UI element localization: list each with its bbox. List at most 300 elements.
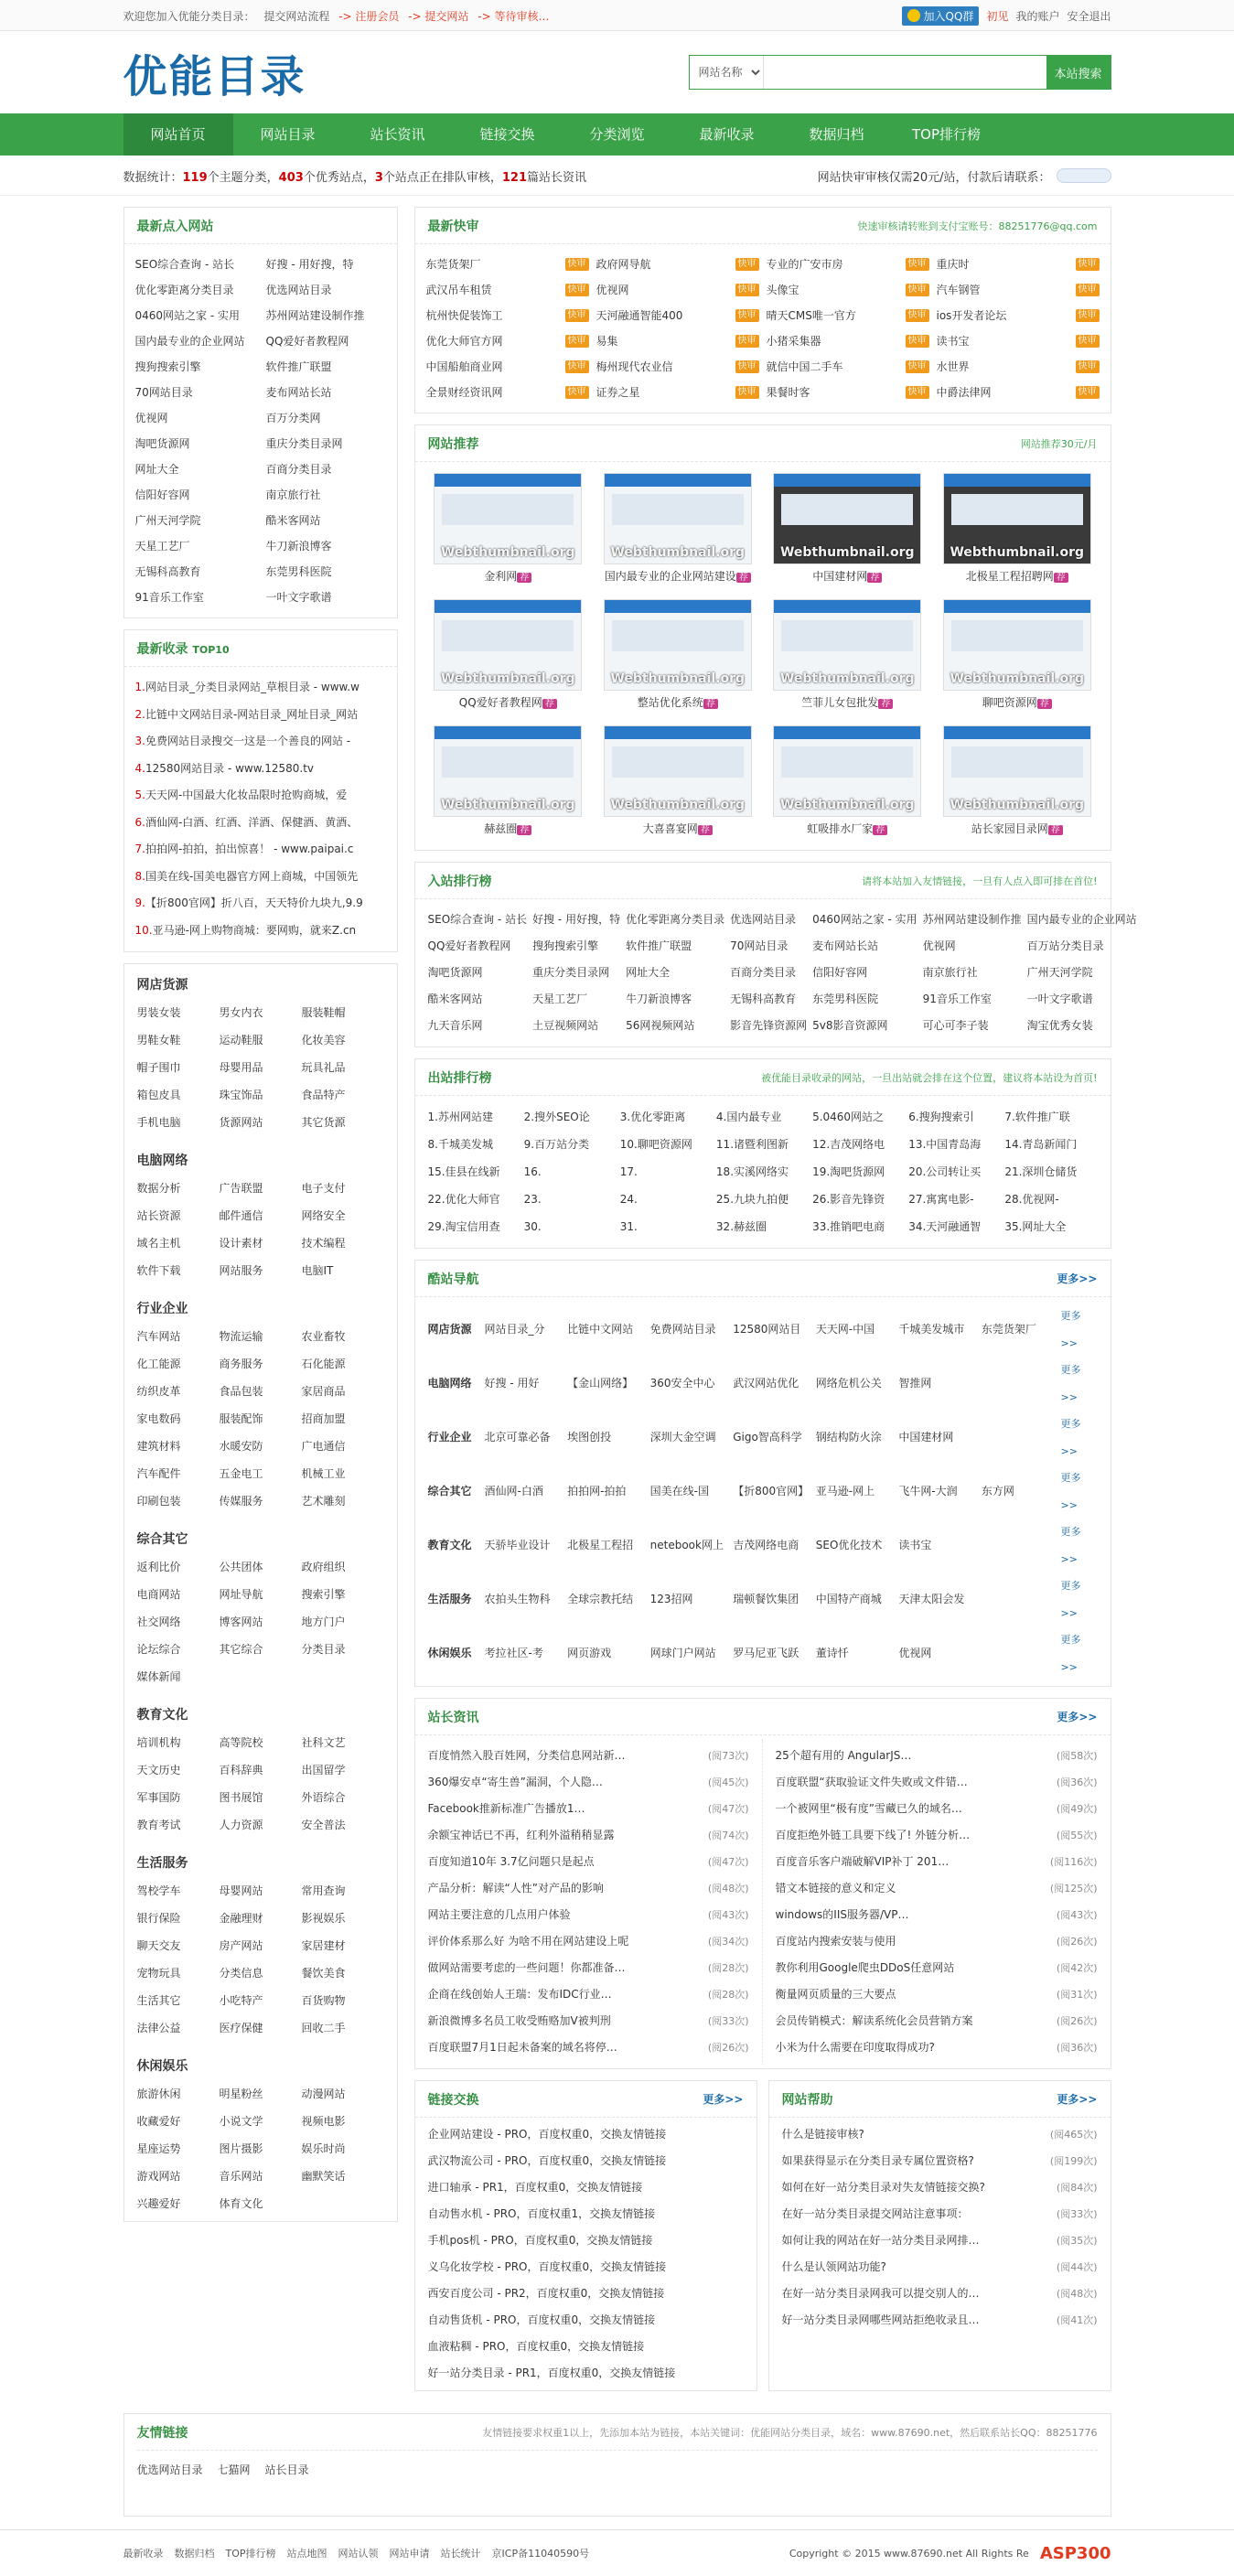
site-link[interactable]: 4.国内最专业 (715, 1111, 782, 1123)
site-link[interactable] (982, 1586, 1061, 1614)
site-link[interactable]: 28.优视网- (1004, 1193, 1059, 1206)
category-link[interactable]: 传媒服务 (219, 1495, 263, 1508)
site-link[interactable]: 证券之星 (596, 386, 640, 399)
category-link[interactable]: 化工能源 (136, 1358, 181, 1370)
site-link[interactable]: 26.影音先锋资 (812, 1193, 885, 1206)
site-link[interactable] (982, 1640, 1061, 1668)
site-link[interactable]: 麦布网站长站 (265, 386, 332, 399)
news-title[interactable]: 评价体系那么好 为啥不用在网站建设上呢 (427, 1935, 629, 1948)
site-link[interactable]: 东莞男科医院 (812, 993, 879, 1005)
site-link[interactable]: 国美在线-国 (649, 1484, 709, 1497)
site-link[interactable]: 大喜喜宴网 (642, 822, 698, 835)
exchange-link[interactable]: 武汉物流公司 - PRO，百度权重0，交换友情链接 (427, 2154, 667, 2167)
site-link[interactable]: 12580网站目 (733, 1322, 801, 1336)
nav-directory[interactable]: 网站目录 (260, 126, 316, 143)
thumbnail-card[interactable] (428, 725, 589, 839)
site-link[interactable]: 天骄毕业设计 (484, 1538, 551, 1551)
site-link[interactable]: 整站优化系统 (637, 696, 703, 709)
category-link[interactable]: 分类信息 (219, 1967, 263, 1980)
thumbnail-card[interactable] (597, 725, 758, 839)
help-title[interactable]: 什么是链接审核? (781, 2128, 864, 2141)
site-link[interactable]: 重庆时 (936, 258, 970, 271)
category-link[interactable]: 食品包装 (219, 1385, 263, 1398)
account-link[interactable]: 我的账户 (1015, 9, 1060, 23)
site-link[interactable]: 政府网导航 (596, 258, 651, 271)
site-link[interactable]: 南京旅行社 (265, 488, 321, 501)
news-title[interactable]: 网站主要注意的几点用户体验 (427, 1908, 571, 1921)
site-link[interactable]: 站长家园目录网 (971, 822, 1048, 835)
site-link[interactable]: 8.千城美发城 (427, 1138, 493, 1151)
news-title[interactable]: 百度音乐客户端破解VIP补丁 201… (775, 1855, 950, 1868)
site-link[interactable]: 34.天河融通智 (908, 1220, 982, 1233)
site-link[interactable]: 【折800官网】 (733, 1484, 810, 1497)
category-link[interactable]: 邮件通信 (219, 1209, 263, 1222)
category-link[interactable]: 物流运输 (219, 1330, 263, 1343)
site-link[interactable]: 软件推广联盟 (265, 360, 332, 373)
category-link[interactable]: 广告联盟 (219, 1182, 263, 1195)
site-link[interactable]: QQ爱好者教程网 (427, 939, 511, 952)
news-title[interactable]: 百度联盟“获取验证文件失败或文件错… (775, 1776, 968, 1788)
site-link[interactable]: 123招网 (649, 1592, 693, 1605)
news-title[interactable]: 百度站内搜索安装与使用 (775, 1935, 896, 1948)
category-link[interactable]: 旅游休闲 (136, 2088, 181, 2100)
user-name[interactable]: 初见 (986, 9, 1009, 23)
qq-contact-icon[interactable] (1057, 168, 1111, 183)
site-link[interactable]: 23. (523, 1193, 542, 1206)
list-item[interactable] (135, 918, 386, 945)
category-link[interactable]: 社科文艺 (301, 1736, 346, 1749)
category-link[interactable]: 食品特产 (301, 1089, 346, 1101)
footer-link[interactable]: 网站申请 (389, 2548, 430, 2560)
site-link[interactable]: 【折800官网】折八百，天天特价九块九,9.9 (145, 896, 363, 909)
site-link[interactable]: 果餐时客 (766, 386, 810, 399)
site-link[interactable]: QQ爱好者教程网 (458, 696, 542, 709)
nav-row-title[interactable]: 电脑网络 (427, 1376, 472, 1390)
site-link[interactable]: 31. (619, 1220, 638, 1233)
category-link[interactable]: 货源网站 (219, 1116, 263, 1129)
category-link[interactable]: 家电数码 (136, 1412, 181, 1425)
site-link[interactable]: 9.百万站分类 (523, 1138, 590, 1151)
category-link[interactable]: 聊天交友 (136, 1939, 181, 1952)
category-link[interactable]: 网址导航 (219, 1588, 263, 1601)
site-link[interactable]: 91音乐工作室 (134, 591, 204, 604)
news-title[interactable]: 错文本链接的意义和定义 (775, 1882, 896, 1894)
site-link[interactable]: 70网站目录 (730, 939, 789, 952)
thumbnail-card[interactable] (767, 473, 928, 586)
site-link[interactable]: SEO综合查询 - 站长 (427, 913, 528, 926)
category-link[interactable]: 男装女装 (136, 1006, 181, 1019)
site-link[interactable]: 埃图创投 (567, 1430, 612, 1444)
nav-row-title[interactable]: 休闲娱乐 (427, 1646, 472, 1659)
site-link[interactable]: 苏州网站建设制作推 (922, 913, 1022, 926)
thumbnail-card[interactable] (767, 725, 928, 839)
site-link[interactable]: 好搜 - 用好搜，特 (265, 258, 354, 271)
site-link[interactable]: 牛刀新浪博客 (265, 540, 332, 553)
category-link[interactable]: 小吃特产 (219, 1994, 263, 2007)
exchange-link[interactable]: 好一站分类目录 - PR1，百度权重0，交换友情链接 (427, 2367, 676, 2379)
friend-link[interactable]: 优选网站目录 (136, 2463, 203, 2476)
site-link[interactable]: ios开发者论坛 (936, 309, 1007, 322)
site-link[interactable]: 优化零距离分类目录 (626, 913, 725, 926)
category-title[interactable]: 生活服务 (136, 1856, 188, 1871)
search-button[interactable]: 本站搜索 (1046, 56, 1111, 89)
help-title[interactable]: 好一站分类目录网哪些网站拒绝收录且… (781, 2313, 980, 2326)
site-link[interactable]: 优化大师官方网 (425, 335, 503, 348)
site-link[interactable]: 5v8影音资源网 (812, 1019, 888, 1032)
category-link[interactable]: 培训机构 (136, 1736, 181, 1749)
site-link[interactable]: netebook网上 (649, 1538, 724, 1551)
news-title[interactable]: 余额宝神话已不再，红利外溢稍稍显露 (427, 1829, 615, 1841)
category-link[interactable]: 百科辞典 (219, 1764, 263, 1776)
site-link[interactable]: 麦布网站长站 (812, 939, 879, 952)
site-link[interactable]: 钢结构防火涂 (815, 1430, 882, 1444)
site-link[interactable]: 瑞顿餐饮集团 (733, 1592, 799, 1605)
footer-link[interactable]: 站点地图 (286, 2548, 327, 2560)
site-link[interactable]: 22.优化大师官 (427, 1193, 500, 1206)
site-thumbnail[interactable] (943, 473, 1091, 564)
category-link[interactable]: 汽车网站 (136, 1330, 181, 1343)
category-link[interactable]: 安全普法 (301, 1819, 346, 1831)
thumbnail-card[interactable] (428, 599, 589, 713)
category-link[interactable]: 人力资源 (219, 1819, 263, 1831)
site-link[interactable]: 优选网站目录 (265, 284, 332, 296)
site-link[interactable]: 优视网 (922, 939, 956, 952)
site-link[interactable]: 3.优化零距离 (619, 1111, 686, 1123)
nav-top[interactable]: TOP排行榜 (911, 126, 981, 143)
site-link[interactable]: 深圳大金空调 (649, 1430, 716, 1444)
category-link[interactable]: 法律公益 (136, 2022, 181, 2034)
site-link[interactable]: 11.诸暨利图新 (715, 1138, 789, 1151)
site-thumbnail[interactable] (604, 473, 752, 564)
site-link[interactable]: 广州天河学院 (1026, 966, 1093, 979)
site-link[interactable]: 虹吸排水厂家 (807, 822, 874, 835)
site-link[interactable]: 汽车钢管 (936, 284, 981, 296)
news-title[interactable]: 新浪微博多名员工收受贿赂加V被判刑 (427, 2014, 611, 2027)
category-link[interactable]: 五金电工 (219, 1467, 263, 1480)
site-link[interactable]: 免费网站目录搜交一这是一个善良的网站 - (145, 735, 351, 747)
site-link[interactable]: 网络危机公关 (815, 1376, 882, 1390)
news-title[interactable]: 会员传销模式：解读系统化会员营销方案 (775, 2014, 973, 2027)
site-link[interactable]: 好搜 - 用好搜，特 (532, 913, 621, 926)
list-item[interactable] (135, 674, 386, 702)
site-link[interactable]: SEO综合查询 - 站长 (134, 258, 235, 271)
category-link[interactable]: 印刷包装 (136, 1495, 181, 1508)
site-link[interactable]: 考拉社区-考 (484, 1646, 543, 1659)
footer-link[interactable]: 站长统计 (440, 2548, 481, 2560)
exchange-link[interactable]: 手机pos机 - PRO，百度权重0，交换友情链接 (427, 2234, 653, 2247)
site-link[interactable]: 天河融通智能400 (596, 309, 683, 322)
site-link[interactable]: 北极星工程招聘网 (965, 570, 1054, 583)
site-link[interactable] (982, 1370, 1061, 1398)
category-link[interactable]: 返利比价 (136, 1561, 181, 1573)
news-title[interactable]: 一个被网里“极有度”雪藏已久的域名… (775, 1802, 962, 1815)
site-link[interactable]: 罗马尼亚飞跃 (733, 1646, 799, 1659)
category-link[interactable]: 驾校学车 (136, 1884, 181, 1897)
site-logo[interactable]: 优能目录 (123, 50, 306, 102)
site-link[interactable]: 中爵法律网 (936, 386, 992, 399)
site-link[interactable]: 网页游戏 (567, 1646, 612, 1659)
category-link[interactable]: 高等院校 (219, 1736, 263, 1749)
category-link[interactable]: 博客网站 (219, 1615, 263, 1628)
site-link[interactable]: 可心可李子装 (922, 1019, 989, 1032)
site-link[interactable]: 梅州现代农业信 (596, 360, 673, 373)
category-link[interactable]: 星座运势 (136, 2142, 181, 2155)
category-link[interactable]: 餐饮美食 (301, 1967, 346, 1980)
site-link[interactable]: 6.搜狗搜索引 (908, 1111, 974, 1123)
site-link[interactable]: 酒仙网-白酒 (484, 1484, 543, 1497)
site-link[interactable]: 12.吉茂网络电 (812, 1138, 885, 1151)
site-link[interactable]: 亚马逊-网上购物商城：要网购，就来Z.cn (152, 923, 357, 937)
category-link[interactable]: 石化能源 (301, 1358, 346, 1370)
site-link[interactable]: 竺菲儿女包批发 (801, 696, 879, 709)
news-title[interactable]: 做网站需要考虑的一些问题！你都准备… (427, 1961, 626, 1974)
qq-group-button[interactable] (902, 6, 980, 26)
exchange-link[interactable]: 血液粘稠 - PRO，百度权重0，交换友情链接 (427, 2340, 645, 2353)
site-link[interactable]: QQ爱好者教程网 (265, 335, 349, 348)
site-link[interactable]: 20.公司转让买 (908, 1165, 982, 1178)
thumbnail-card[interactable] (597, 599, 758, 713)
category-link[interactable]: 箱包皮具 (136, 1089, 181, 1101)
site-link[interactable]: 天津太阳会发 (898, 1592, 965, 1605)
list-item[interactable] (135, 836, 386, 864)
category-link[interactable]: 技术编程 (301, 1237, 346, 1250)
site-link[interactable]: 淘吧货源网 (427, 966, 483, 979)
step-link[interactable]: -> 注册会员 (338, 9, 400, 23)
help-title[interactable]: 如何让我的网站在好一站分类目录网排… (781, 2234, 980, 2247)
category-link[interactable]: 出国留学 (301, 1764, 346, 1776)
step-link[interactable]: 提交网站流程 (263, 9, 330, 23)
site-link[interactable]: 杭州快促装饰工 (425, 309, 503, 322)
category-link[interactable]: 电子支付 (301, 1182, 346, 1195)
category-link[interactable]: 化妆美容 (301, 1034, 346, 1046)
category-link[interactable]: 珠宝饰品 (219, 1089, 263, 1101)
category-link[interactable]: 生活其它 (136, 1994, 181, 2007)
site-thumbnail[interactable] (434, 725, 582, 817)
site-link[interactable]: 30. (523, 1220, 542, 1233)
category-link[interactable]: 站长资源 (136, 1209, 181, 1222)
site-link[interactable]: 网站目录_分类目录网站_草根目录 - www.w (145, 681, 359, 693)
site-link[interactable]: 56网视频网站 (626, 1019, 695, 1032)
step-link[interactable]: -> 提交网站 (408, 9, 469, 23)
category-link[interactable]: 媒体新闻 (136, 1670, 181, 1683)
site-link[interactable]: 搜狗搜索引擎 (134, 360, 201, 373)
site-link[interactable]: 重庆分类目录网 (265, 437, 343, 450)
site-thumbnail[interactable] (434, 473, 582, 564)
site-link[interactable]: 好搜 - 用好 (484, 1376, 540, 1390)
category-link[interactable]: 外语综合 (301, 1791, 346, 1804)
site-link[interactable]: 北京可靠必备 (484, 1430, 551, 1444)
footer-link[interactable]: TOP排行榜 (225, 2548, 276, 2560)
site-link[interactable]: 优化零距离分类目录 (134, 284, 234, 296)
category-link[interactable]: 帽子围巾 (136, 1061, 181, 1074)
site-link[interactable]: 5.0460网站之 (812, 1111, 885, 1123)
news-title[interactable]: 百度联盟7月1日起未备案的域名将停… (427, 2041, 617, 2054)
site-link[interactable]: 天星工艺厂 (532, 993, 588, 1005)
thumbnail-card[interactable] (428, 473, 589, 586)
site-link[interactable]: 优视网 (134, 412, 168, 424)
more-link[interactable]: 更多>> (1060, 1526, 1081, 1565)
category-link[interactable]: 回收二手 (301, 2022, 346, 2034)
nav-home[interactable]: 网站首页 (123, 113, 233, 156)
help-title[interactable]: 什么是认领网站功能? (781, 2260, 886, 2273)
site-link[interactable]: 百万分类网 (265, 412, 321, 424)
site-link[interactable]: 武汉网站优化 (733, 1376, 799, 1390)
site-link[interactable]: 360安全中心 (649, 1376, 715, 1390)
news-title[interactable]: 教你利用Google爬虫DDoS任意网站 (775, 1961, 955, 1974)
category-link[interactable]: 动漫网站 (301, 2088, 346, 2100)
site-link[interactable]: 晴天CMS唯一官方 (766, 309, 856, 322)
category-link[interactable]: 运动鞋服 (219, 1034, 263, 1046)
site-link[interactable]: 软件推广联盟 (626, 939, 692, 952)
category-link[interactable]: 农业畜牧 (301, 1330, 346, 1343)
help-title[interactable]: 在好一站分类目录提交网站注意事项： (781, 2207, 969, 2220)
category-title[interactable]: 休闲娱乐 (136, 2059, 188, 2074)
site-link[interactable]: 21.深圳仓储货 (1004, 1165, 1078, 1178)
site-link[interactable]: 网址大全 (134, 463, 179, 476)
site-link[interactable]: 国内最专业的企业网站 (1026, 913, 1137, 926)
site-thumbnail[interactable] (604, 725, 752, 817)
site-link[interactable]: 10.聊吧资源网 (619, 1138, 692, 1151)
category-link[interactable]: 男鞋女鞋 (136, 1034, 181, 1046)
category-link[interactable]: 体育文化 (219, 2197, 263, 2210)
site-thumbnail[interactable] (773, 473, 921, 564)
site-link[interactable]: 13.中国青岛海 (908, 1138, 982, 1151)
site-link[interactable]: 2.搜外SEO论 (523, 1111, 590, 1123)
site-link[interactable]: 中国船舶商业网 (425, 360, 503, 373)
list-item[interactable] (135, 810, 386, 837)
category-link[interactable]: 其它货源 (301, 1116, 346, 1129)
site-thumbnail[interactable] (943, 725, 1091, 817)
category-link[interactable]: 水暖安防 (219, 1440, 263, 1453)
category-link[interactable]: 图片摄影 (219, 2142, 263, 2155)
site-link[interactable]: 酒仙网-白酒、红酒、洋酒、保健酒、黄酒、 (145, 815, 359, 829)
site-link[interactable]: 16. (523, 1165, 542, 1178)
more-link[interactable]: 更多>> (1060, 1634, 1081, 1673)
site-link[interactable]: 东莞货架厂 (981, 1322, 1036, 1336)
category-link[interactable]: 视频电影 (301, 2115, 346, 2128)
site-link[interactable]: 32.赫兹圈 (715, 1220, 767, 1233)
thumbnail-card[interactable] (937, 599, 1098, 713)
category-link[interactable]: 金融理财 (219, 1912, 263, 1925)
site-link[interactable]: SEO优化技术 (815, 1538, 883, 1551)
footer-link[interactable]: 网站认领 (338, 2548, 379, 2560)
more-link[interactable]: 更多>> (1060, 1472, 1081, 1511)
site-link[interactable]: 比链中文网站目录-网站目录_网址目录_网站 (145, 707, 359, 721)
search-type-select[interactable] (690, 56, 763, 89)
site-link[interactable]: 百商分类目录 (265, 463, 332, 476)
site-link[interactable]: 飞牛网-大润 (898, 1484, 958, 1497)
nav-row-title[interactable]: 综合其它 (427, 1484, 472, 1497)
site-link[interactable]: 智推网 (898, 1376, 932, 1390)
category-link[interactable]: 军事国防 (136, 1791, 181, 1804)
site-link[interactable]: 农拍头生物科 (484, 1592, 551, 1605)
category-link[interactable]: 搜索引擎 (301, 1588, 346, 1601)
news-title[interactable]: windows的IIS服务器/VP… (775, 1908, 909, 1921)
nav-row-title[interactable]: 生活服务 (427, 1592, 472, 1605)
site-link[interactable]: 拍拍网-拍拍，拍出惊喜！ - www.paipai.c (145, 843, 354, 855)
site-link[interactable]: 一叶文字歌谱 (1026, 993, 1093, 1005)
site-link[interactable] (982, 1532, 1061, 1560)
site-link[interactable]: 19.淘吧货源网 (812, 1165, 885, 1178)
category-link[interactable]: 域名主机 (136, 1237, 181, 1250)
category-link[interactable]: 电商网站 (136, 1588, 181, 1601)
list-item[interactable] (135, 728, 386, 756)
category-link[interactable]: 网络安全 (301, 1209, 346, 1222)
site-link[interactable]: 网球门户网站 (649, 1646, 716, 1659)
site-link[interactable]: 27.寓寓电影- (908, 1193, 974, 1206)
site-link[interactable]: 头像宝 (766, 284, 799, 296)
exchange-link[interactable]: 进口轴承 - PR1，百度权重0，交换友情链接 (427, 2181, 643, 2194)
site-link[interactable]: 影音先锋资源网 (730, 1019, 808, 1032)
category-link[interactable]: 百货购物 (301, 1994, 346, 2007)
site-link[interactable]: 南京旅行社 (922, 966, 978, 979)
category-link[interactable]: 汽车配件 (136, 1467, 181, 1480)
more-link[interactable]: 更多>> (1060, 1310, 1081, 1349)
site-link[interactable]: 金利网 (484, 570, 518, 583)
site-link[interactable]: 读书宝 (936, 335, 970, 348)
category-link[interactable]: 公共团体 (219, 1561, 263, 1573)
site-link[interactable]: 35.网址大全 (1004, 1220, 1067, 1233)
category-link[interactable]: 医疗保健 (219, 2022, 263, 2034)
site-link[interactable]: 九天音乐网 (427, 1019, 483, 1032)
site-link[interactable]: 0460网站之家 - 实用 (812, 913, 917, 926)
site-link[interactable]: 中国特产商城 (815, 1592, 882, 1605)
category-link[interactable]: 纺织皮革 (136, 1385, 181, 1398)
category-link[interactable]: 男女内衣 (219, 1006, 263, 1019)
footer-link[interactable]: 最新收录 (123, 2548, 164, 2560)
site-link[interactable]: 东莞货架厂 (425, 258, 481, 271)
more-link[interactable]: 更多>> (1060, 1418, 1081, 1457)
site-link[interactable]: 91音乐工作室 (922, 993, 992, 1005)
category-link[interactable]: 广电通信 (301, 1440, 346, 1453)
site-link[interactable]: 百商分类目录 (730, 966, 797, 979)
category-link[interactable]: 母婴网站 (219, 1884, 263, 1897)
site-link[interactable]: 亚马逊-网上 (815, 1484, 875, 1497)
site-link[interactable]: 百万站分类目录 (1026, 939, 1104, 952)
nav-latest[interactable]: 最新收录 (699, 126, 755, 143)
site-link[interactable]: 一叶文字歌谱 (265, 591, 332, 604)
news-title[interactable]: 百度拒绝外链工具要下线了! 外链分析… (775, 1829, 971, 1841)
site-link[interactable]: 中国建材网 (898, 1430, 954, 1444)
site-link[interactable]: 比链中文网站 (567, 1322, 634, 1336)
thumbnail-card[interactable] (597, 473, 758, 586)
site-link[interactable]: 东方网 (981, 1484, 1014, 1497)
category-link[interactable]: 常用查询 (301, 1884, 346, 1897)
site-thumbnail[interactable] (773, 725, 921, 817)
news-title[interactable]: 360爆安卓“寄生兽”漏洞，个人隐… (427, 1776, 603, 1788)
category-link[interactable]: 宠物玩具 (136, 1967, 181, 1980)
category-link[interactable]: 家居建材 (301, 1939, 346, 1952)
site-link[interactable]: 【金山网络】 (567, 1376, 634, 1390)
exchange-link[interactable]: 自动售水机 - PRO，百度权重1，交换友情链接 (427, 2207, 656, 2220)
help-title[interactable]: 如果获得显示在分类目录专属位置资格? (781, 2154, 974, 2167)
site-link[interactable]: 天星工艺厂 (134, 540, 190, 553)
category-link[interactable]: 兴趣爱好 (136, 2197, 181, 2210)
nav-news[interactable]: 站长资讯 (370, 126, 425, 143)
site-link[interactable]: 25.九块九拍便 (715, 1193, 789, 1206)
site-link[interactable]: 无锡科高教育 (730, 993, 797, 1005)
site-thumbnail[interactable] (434, 599, 582, 691)
site-link[interactable]: 网址大全 (626, 966, 671, 979)
site-link[interactable]: 优视网 (596, 284, 629, 296)
site-link[interactable]: 24. (619, 1193, 638, 1206)
help-title[interactable]: 如何在好一站分类目录对失友情链接交换? (781, 2181, 985, 2194)
site-link[interactable]: 专业的广安市房 (766, 258, 843, 271)
news-title[interactable]: 百度悄然入股百姓网，分类信息网站新… (427, 1749, 626, 1762)
nav-link-exchange[interactable]: 链接交换 (479, 126, 535, 143)
site-link[interactable]: Gigo智高科学 (733, 1430, 802, 1444)
news-title[interactable]: 企商在线创始人王瑞：发布IDC行业… (427, 1988, 612, 2001)
